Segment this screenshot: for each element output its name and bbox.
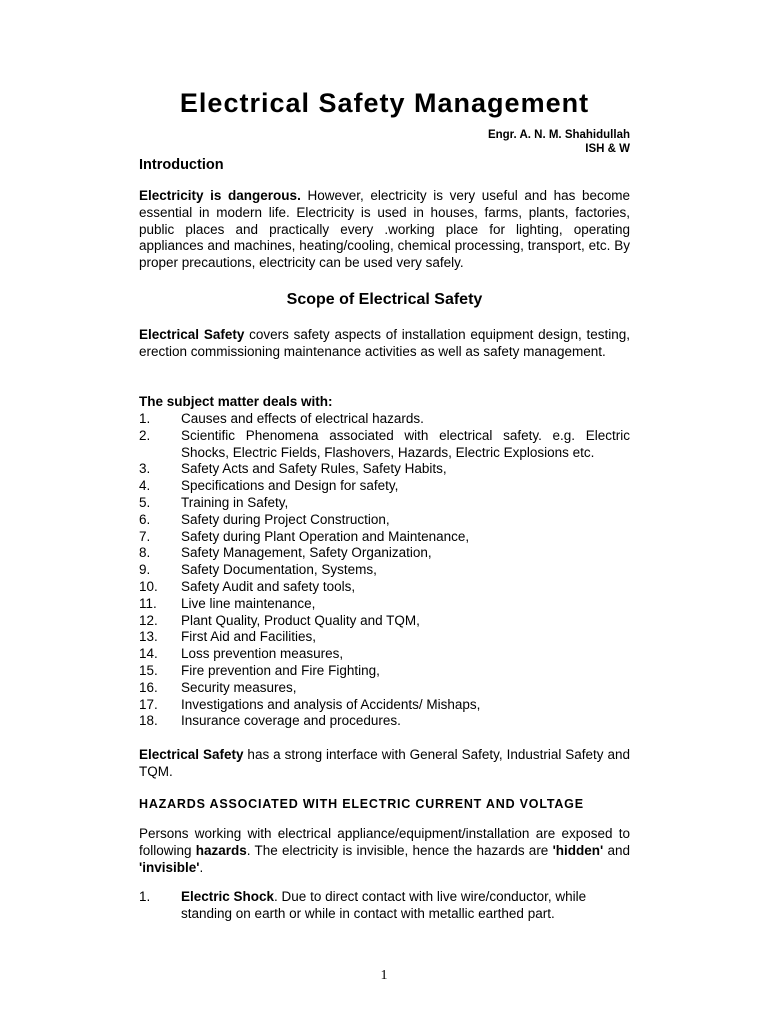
list-item: [139, 579, 630, 596]
list-item: [139, 461, 630, 478]
hazard-item-number: 1.: [139, 889, 151, 904]
list-item-number: 13.: [139, 629, 158, 645]
list-item: [139, 495, 630, 512]
list-item-number: 14.: [139, 646, 158, 662]
list-item: [139, 512, 630, 529]
author-block: [488, 128, 630, 156]
list-item-number: 17.: [139, 696, 158, 712]
list-item-text: Safety Audit and safety tools,: [181, 578, 356, 594]
list-item-text: Plant Quality, Product Quality and TQM,: [181, 612, 420, 628]
hazards-bold-2: 'hidden': [552, 842, 604, 858]
list-item: [139, 478, 630, 495]
author-affiliation: ISH & W: [585, 143, 630, 155]
hazard-item-description: . Due to direct contact with live wire/conductor, while standing on earth or while in contact with metallic earthed part.: [181, 889, 587, 921]
interface-lead: Electrical Safety: [139, 747, 244, 762]
list-item-text: Security measures,: [181, 679, 297, 695]
list-item-text: Training in Safety,: [181, 494, 289, 510]
hazards-heading: HAZARDS ASSOCIATED WITH ELECTRIC CURRENT AND VOLTAGE: [139, 797, 584, 811]
hazards-text-3: and: [603, 842, 630, 858]
list-item: [139, 680, 630, 697]
list-item: [139, 663, 630, 680]
list-item-text: Scientific Phenomena associated with electrical safety. e.g. Electric Shocks, Electric Fields, Flashovers, Hazards, Electric Explosions etc.: [181, 427, 630, 460]
author-name: Engr. A. N. M. Shahidullah: [487, 129, 630, 141]
subject-matter-list: [139, 411, 630, 730]
list-item-text: Investigations and analysis of Accidents/ Mishaps,: [181, 696, 481, 712]
list-item-number: 2.: [139, 427, 151, 443]
list-item-number: 5.: [139, 494, 151, 510]
list-item-number: 7.: [139, 528, 151, 544]
list-item-number: 15.: [139, 662, 158, 678]
scope-paragraph: [139, 327, 630, 361]
list-item: [139, 411, 630, 428]
list-item-number: 1.: [139, 411, 151, 426]
list-item-number: 8.: [139, 545, 151, 561]
interface-paragraph: [139, 747, 630, 781]
list-item: [139, 713, 630, 730]
hazard-item-title: Electric Shock: [181, 889, 275, 904]
list-item-number: 16.: [139, 679, 158, 695]
list-item: [139, 545, 630, 562]
list-item-number: 6.: [139, 511, 151, 527]
list-item-text: Safety Documentation, Systems,: [181, 562, 377, 578]
list-item-text: First Aid and Facilities,: [181, 629, 317, 645]
interface-text: has a strong interface with General Safety, Industrial Safety and TQM.: [139, 747, 631, 779]
introduction-text: However, electricity is very useful and has become essential in modern life. Electricity is used in houses, farms, plants, factories, public places and practically every .working place for lighting, operating appliances and machines, heating/cooling, chemical processing, transport, etc. By proper precautions, electricity can be used very safely.: [139, 188, 631, 271]
scope-text: covers safety aspects of installation equipment design, testing, erection commissioning maintenance activities as well as safety management.: [139, 327, 630, 359]
subject-matter-label: The subject matter deals with:: [139, 394, 333, 409]
scope-heading: Scope of Electrical Safety: [286, 291, 483, 308]
introduction-heading: Introduction: [139, 157, 224, 173]
hazards-text-1: Persons working with electrical appliance/equipment/installation are exposed to following: [139, 826, 630, 858]
list-item-text: Safety during Project Construction,: [181, 511, 390, 527]
list-item-number: 11.: [139, 595, 157, 611]
list-item: [139, 629, 630, 646]
document-title: Electrical Safety Management: [179, 88, 590, 118]
list-item-text: Specifications and Design for safety,: [181, 478, 399, 494]
list-item-text: Fire prevention and Fire Fighting,: [181, 662, 380, 678]
list-item-text: Safety Acts and Safety Rules, Safety Habits,: [181, 461, 447, 477]
hazards-text-4: .: [199, 859, 204, 875]
hazards-paragraph: [139, 826, 630, 876]
list-item-number: 10.: [139, 578, 158, 594]
list-item-text: Loss prevention measures,: [181, 646, 344, 662]
list-item: [139, 646, 630, 663]
hazard-item-electric-shock: [139, 889, 630, 923]
list-item-number: 3.: [139, 461, 151, 477]
list-item: [139, 596, 630, 613]
hazard-item-text: [139, 889, 630, 923]
list-item: [139, 529, 630, 546]
introduction-paragraph: [139, 188, 630, 272]
list-item: [139, 697, 630, 714]
list-item: [139, 613, 630, 630]
list-item-number: 12.: [139, 612, 158, 628]
list-item-number: 4.: [139, 478, 151, 494]
list-item-number: 18.: [139, 713, 158, 729]
page-number: 1: [380, 968, 388, 983]
scope-lead: Electrical Safety: [139, 327, 245, 342]
hazards-text-2: . The electricity is invisible, hence the hazards are: [246, 842, 553, 858]
list-item-number: 9.: [139, 562, 151, 578]
list-item-text: Causes and effects of electrical hazards.: [181, 411, 424, 426]
list-item-text: Insurance coverage and procedures.: [181, 713, 401, 729]
list-item: [139, 428, 630, 462]
hazards-bold-3: 'invisible': [139, 859, 200, 875]
list-item-text: Safety Management, Safety Organization,: [181, 545, 432, 561]
introduction-lead: Electricity is dangerous.: [139, 188, 301, 203]
hazards-bold-1: hazards: [195, 842, 247, 858]
list-item-text: Safety during Plant Operation and Maintenance,: [181, 528, 470, 544]
list-item-text: Live line maintenance,: [181, 595, 316, 611]
list-item: [139, 562, 630, 579]
